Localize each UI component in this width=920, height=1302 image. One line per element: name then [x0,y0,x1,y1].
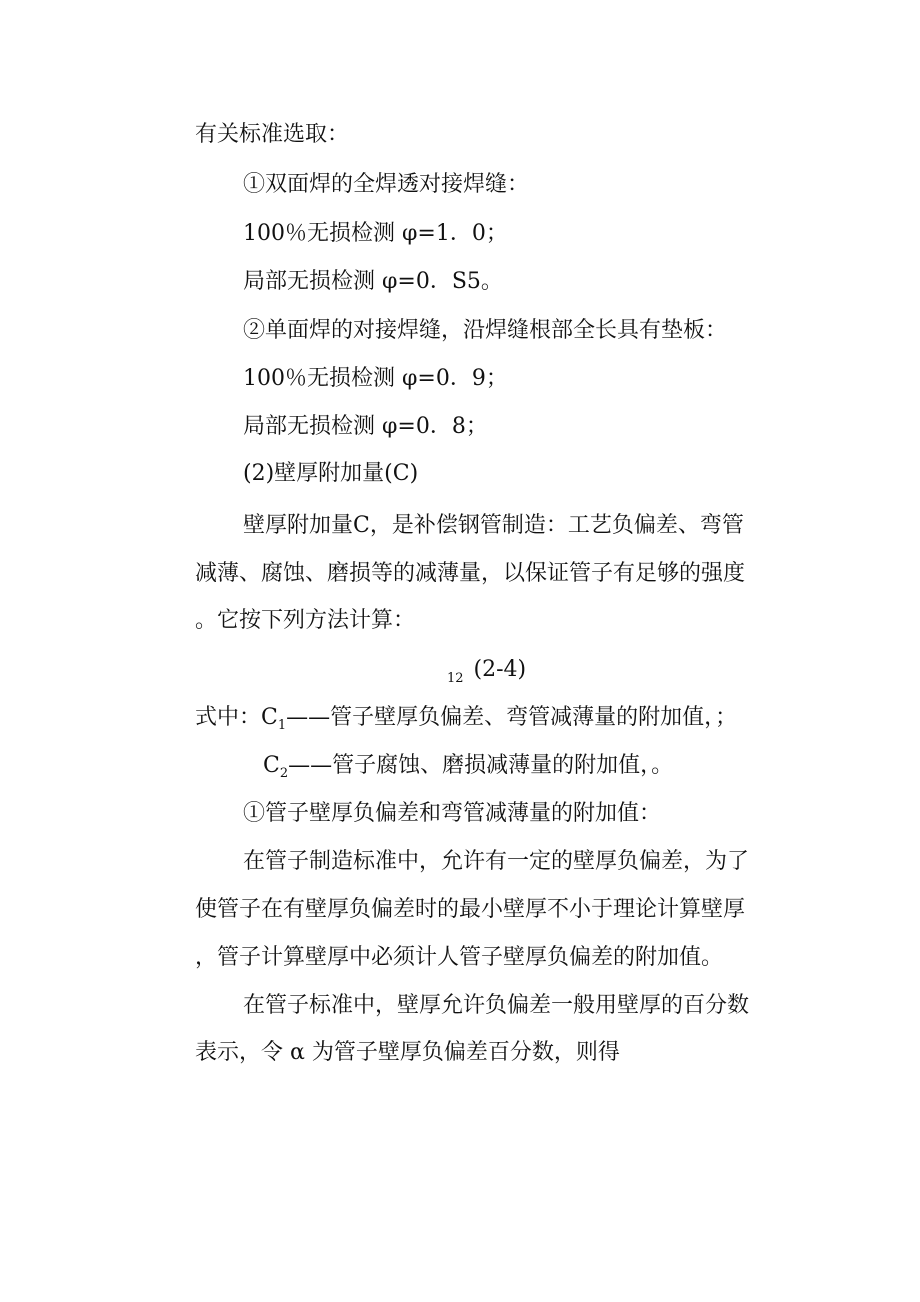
paragraph-line: 表示，令 α 为管子壁厚负偏差百分数，则得 [195,1040,620,1065]
paragraph-line: 壁厚附加量C，是补偿钢管制造：工艺负偏差、弯管 [243,513,744,538]
paragraph-line: 在管子标准中，壁厚允许负偏差一般用壁厚的百分数 [243,993,750,1018]
paragraph-line: ，管子计算壁厚中必须计人管子壁厚负偏差的附加值。 [195,945,724,970]
equation-number: (2-4) [473,657,527,682]
paragraph-line: 局部无损检测 φ=0．S5。 [243,269,503,294]
paragraph-line: 100％无损检测 φ=1．0； [243,221,508,246]
paragraph-line: ①双面焊的全焊透对接焊缝： [243,172,530,197]
definition-text: ——管子腐蚀、磨损减薄量的附加值，。 [288,753,674,778]
paragraph-line: 局部无损检测 φ=0．8； [243,414,488,439]
paragraph-line: ①管子壁厚负偏差和弯管减薄量的附加值： [243,801,662,826]
paragraph-line: 使管子在有壁厚负偏差时的最小壁厚不小于理论计算壁厚 [195,897,746,922]
symbol-subscript: 1 [277,718,287,733]
paragraph-line: ②单面焊的对接焊缝，沿焊缝根部全长具有垫板： [243,318,728,343]
paragraph-line: 减薄、腐蚀、磨损等的减薄量，以保证管子有足够的强度 [195,561,746,586]
paragraph-line: 有关标准选取： [195,122,350,147]
definition-prefix: 式中： [195,705,262,730]
equation-subscripts: 12 [447,671,464,686]
equation-line [447,655,526,694]
section-heading: (2)壁厚附加量(C) [243,461,419,486]
paragraph-line: 100％无损检测 φ=0．9； [243,366,508,391]
definition-c1 [195,703,737,733]
symbol-subscript: 2 [279,766,289,781]
paragraph-line: 在管子制造标准中，允许有一定的壁厚负偏差，为了 [243,849,750,874]
symbol-c: C [261,705,278,730]
definition-text: ——管子壁厚负偏差、弯管减薄量的附加值，； [286,705,738,730]
paragraph-line: 。它按下列方法计算： [195,608,416,633]
symbol-c: C [263,753,280,778]
definition-c2 [263,751,673,781]
